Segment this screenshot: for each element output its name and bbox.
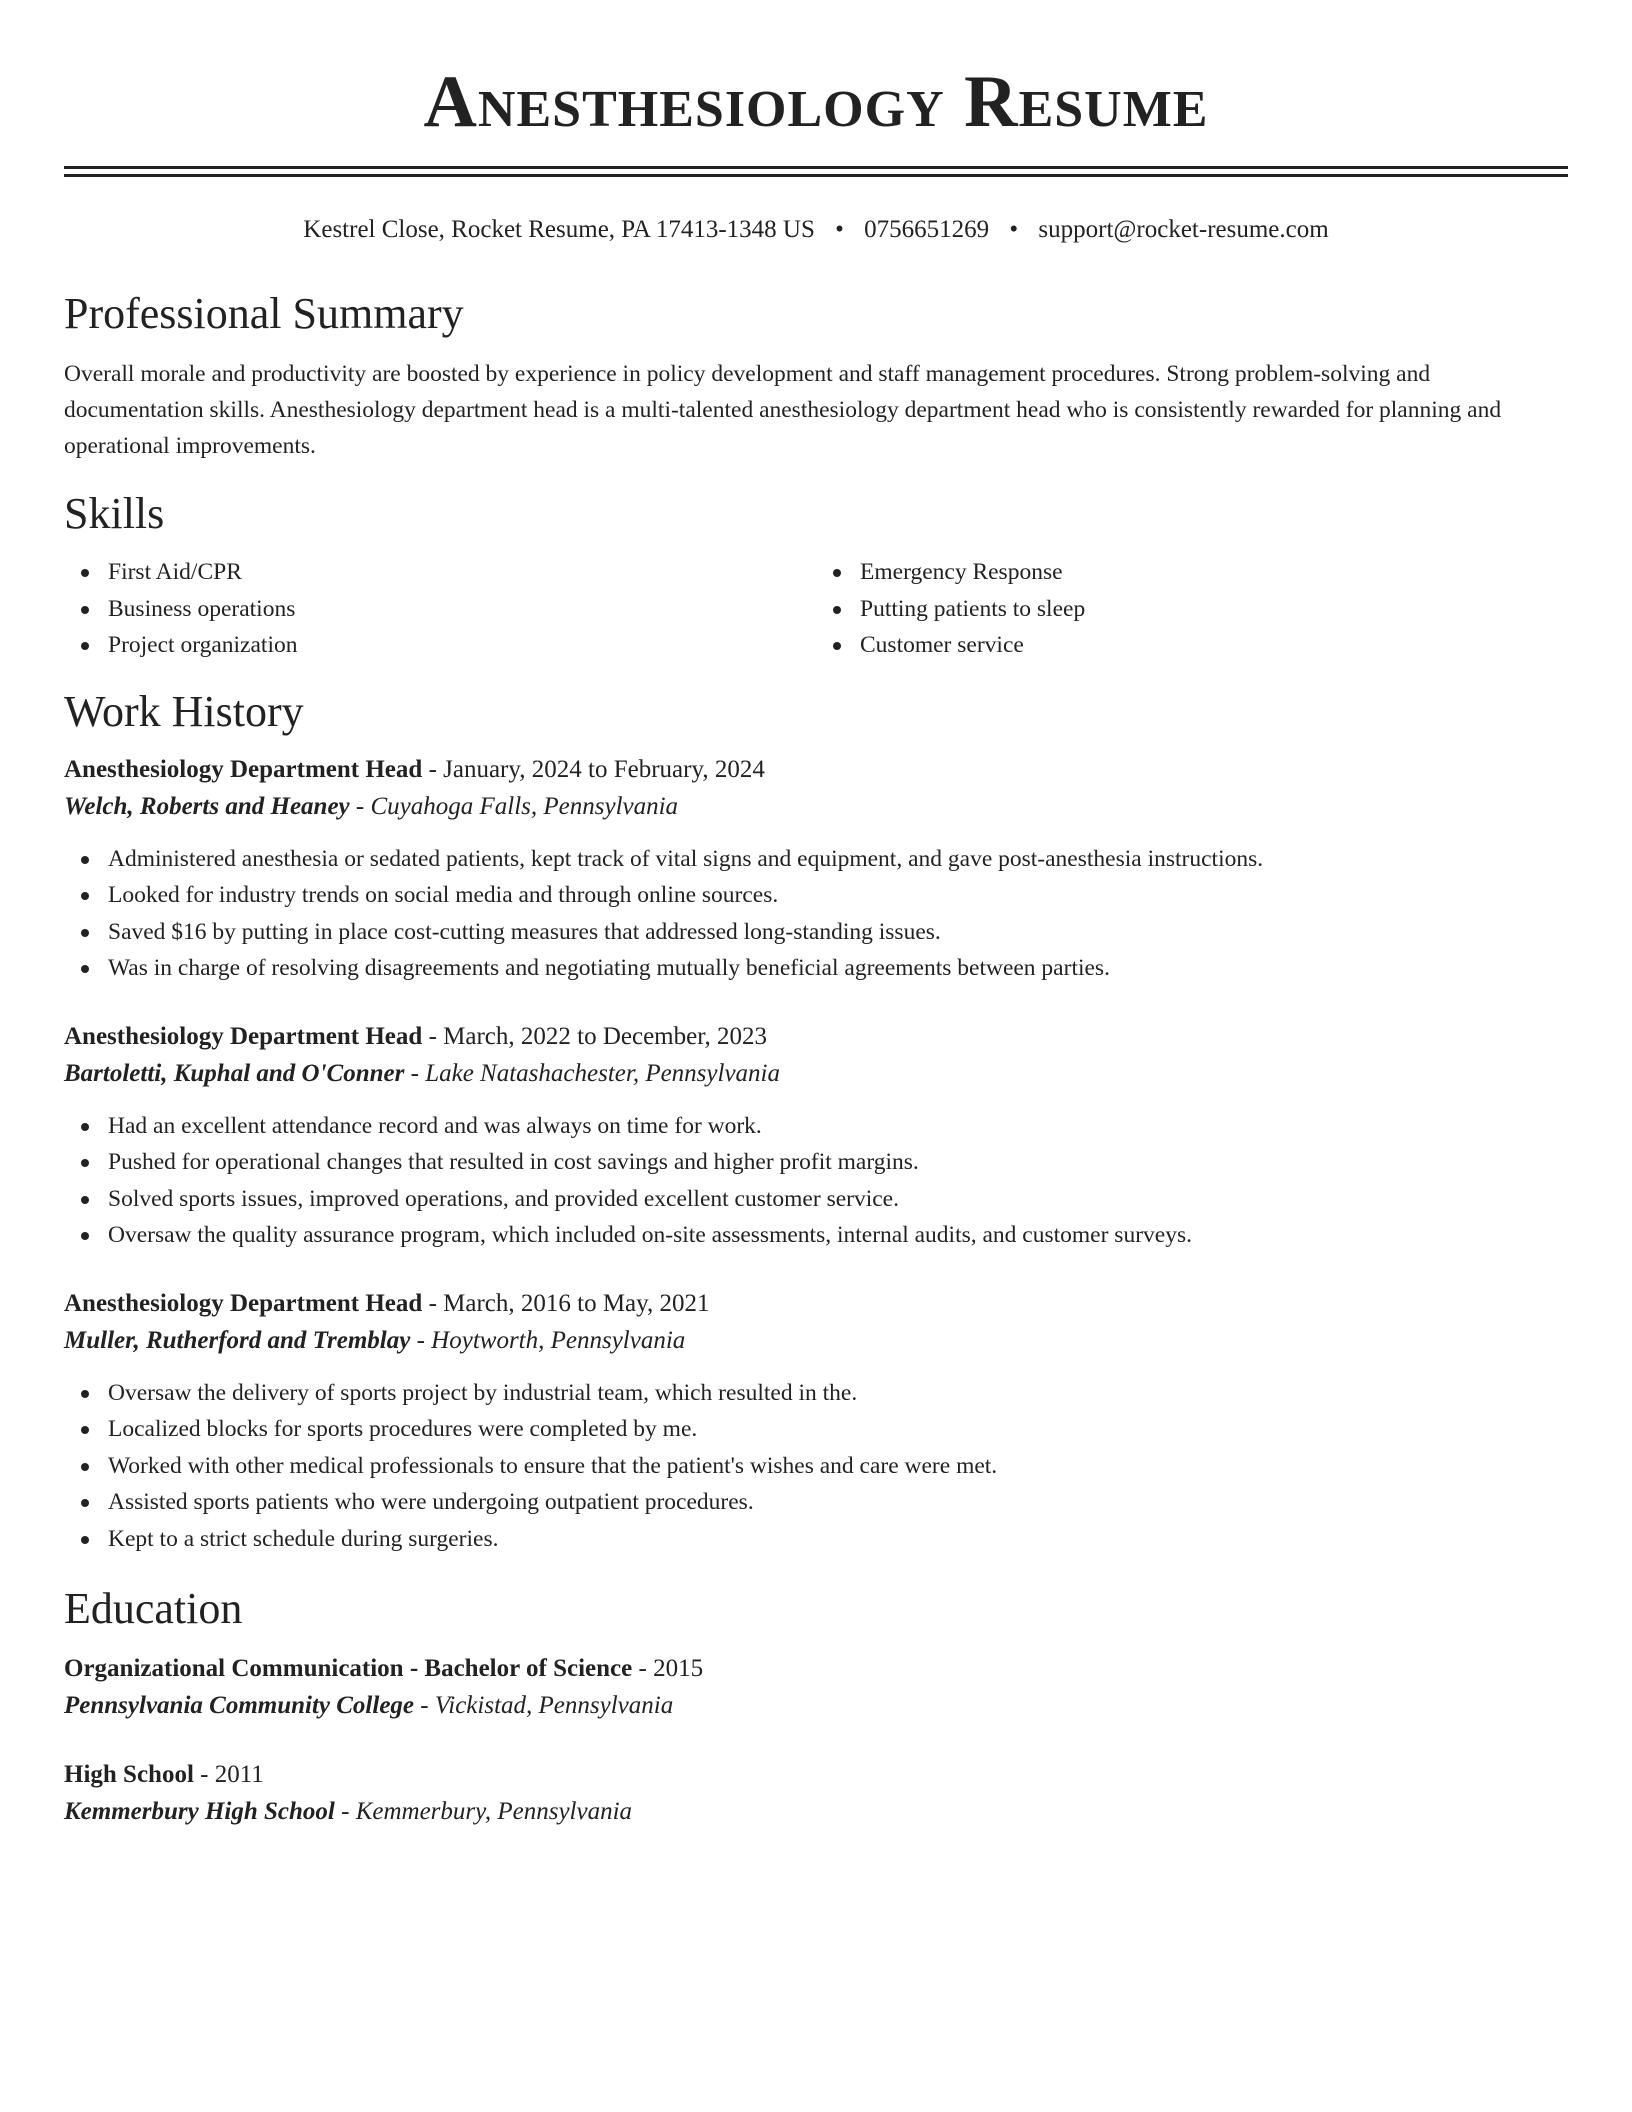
education-school: Pennsylvania Community College <box>64 1692 415 1719</box>
summary-text: Overall morale and productivity are boosted by experience in policy development and staff management procedures. Strong problem-solving and documentation skills. Anesthesiology department head is a multi-talented anesthesiology department head who is consistently rewarded for planning and operational improvements. <box>64 361 1502 459</box>
contact-line <box>64 214 1568 246</box>
contact-phone: 0756651269 <box>864 216 990 243</box>
job-location: - Cuyahoga Falls, Pennsylvania <box>349 792 679 820</box>
skill-item: Customer service <box>860 627 1568 664</box>
page-title: Anesthesiology Resume <box>423 61 1209 143</box>
skill-item: Putting patients to sleep <box>860 591 1568 628</box>
job-bullet: Looked for industry trends on social media and through online sources. <box>108 877 1568 914</box>
job-entry <box>64 1019 1568 1254</box>
education-year: - 2015 <box>632 1655 704 1682</box>
job-title: Anesthesiology Department Head <box>64 755 423 783</box>
title-double-rule <box>64 166 1568 177</box>
job-bullet: Kept to a strict schedule during surgeries. <box>108 1521 1568 1558</box>
job-dates: - March, 2016 to May, 2021 <box>422 1289 710 1317</box>
job-company-line <box>64 788 1568 826</box>
job-bullet: Localized blocks for sports procedures were completed by me. <box>108 1411 1568 1448</box>
section-heading-summary: Professional Summary <box>64 289 464 338</box>
education-location: - Vickistad, Pennsylvania <box>414 1692 674 1719</box>
job-bullet-list <box>64 1375 1568 1558</box>
education-year: - 2011 <box>193 1761 264 1788</box>
section-heading-skills: Skills <box>64 489 165 538</box>
skills-column-left <box>64 554 816 664</box>
education-degree-line <box>64 1757 1568 1793</box>
job-title: Anesthesiology Department Head <box>64 1289 423 1317</box>
education-degree: High School <box>64 1761 194 1788</box>
job-bullet: Pushed for operational changes that resulted in cost savings and higher profit margins. <box>108 1144 1568 1181</box>
job-bullet: Administered anesthesia or sedated patients, kept track of vital signs and equipment, and gave post-anesthesia instructions. <box>108 841 1568 878</box>
education-school-line <box>64 1687 1568 1725</box>
job-title-line <box>64 1019 1568 1055</box>
job-bullet: Oversaw the delivery of sports project by industrial team, which resulted in the. <box>108 1375 1568 1412</box>
contact-address: Kestrel Close, Rocket Resume, PA 17413-1348 US <box>303 216 815 243</box>
section-heading-work-history: Work History <box>64 686 304 736</box>
skill-item: Emergency Response <box>860 554 1568 591</box>
job-title-line <box>64 752 1568 788</box>
job-location: - Hoytworth, Pennsylvania <box>410 1326 686 1354</box>
education-school-line <box>64 1793 1568 1831</box>
job-entry <box>64 752 1568 987</box>
job-title: Anesthesiology Department Head <box>64 1022 423 1050</box>
section-heading-education: Education <box>64 1584 243 1633</box>
job-bullet: Had an excellent attendance record and was always on time for work. <box>108 1108 1568 1145</box>
job-bullet: Solved sports issues, improved operations, and provided excellent customer service. <box>108 1181 1568 1218</box>
job-bullet: Oversaw the quality assurance program, which included on-site assessments, internal audits, and customer surveys. <box>108 1217 1568 1254</box>
job-company: Muller, Rutherford and Tremblay <box>64 1326 411 1354</box>
job-title-line <box>64 1286 1568 1322</box>
job-bullet: Assisted sports patients who were undergoing outpatient procedures. <box>108 1484 1568 1521</box>
education-degree-line <box>64 1651 1568 1687</box>
job-bullet: Was in charge of resolving disagreements and negotiating mutually beneficial agreements between parties. <box>108 950 1568 987</box>
job-bullet-list <box>64 841 1568 987</box>
job-bullet: Saved $16 by putting in place cost-cutting measures that addressed long-standing issues. <box>108 914 1568 951</box>
education-entry <box>64 1757 1568 1831</box>
job-company-line <box>64 1322 1568 1360</box>
contact-email: support@rocket-resume.com <box>1038 216 1329 243</box>
education-degree: Organizational Communication - Bachelor of Science <box>64 1655 633 1682</box>
education-entry <box>64 1651 1568 1725</box>
job-entry <box>64 1286 1568 1558</box>
job-company-line <box>64 1055 1568 1093</box>
job-bullet: Worked with other medical professionals to ensure that the patient's wishes and care were met. <box>108 1448 1568 1485</box>
skill-item: First Aid/CPR <box>108 554 816 591</box>
job-dates: - March, 2022 to December, 2023 <box>422 1022 768 1050</box>
job-location: - Lake Natashachester, Pennsylvania <box>404 1059 780 1087</box>
skills-column-right <box>816 554 1568 664</box>
contact-separator: • <box>835 216 844 243</box>
education-location: - Kemmerbury, Pennsylvania <box>334 1798 633 1825</box>
job-company: Bartoletti, Kuphal and O'Conner <box>64 1059 405 1087</box>
job-company: Welch, Roberts and Heaney <box>64 792 350 820</box>
job-dates: - January, 2024 to February, 2024 <box>422 755 765 783</box>
education-school: Kemmerbury High School <box>64 1798 335 1825</box>
skill-item: Project organization <box>108 627 816 664</box>
skills-list <box>64 554 1568 664</box>
job-bullet-list <box>64 1108 1568 1254</box>
contact-separator: • <box>1009 216 1019 243</box>
skill-item: Business operations <box>108 591 816 628</box>
